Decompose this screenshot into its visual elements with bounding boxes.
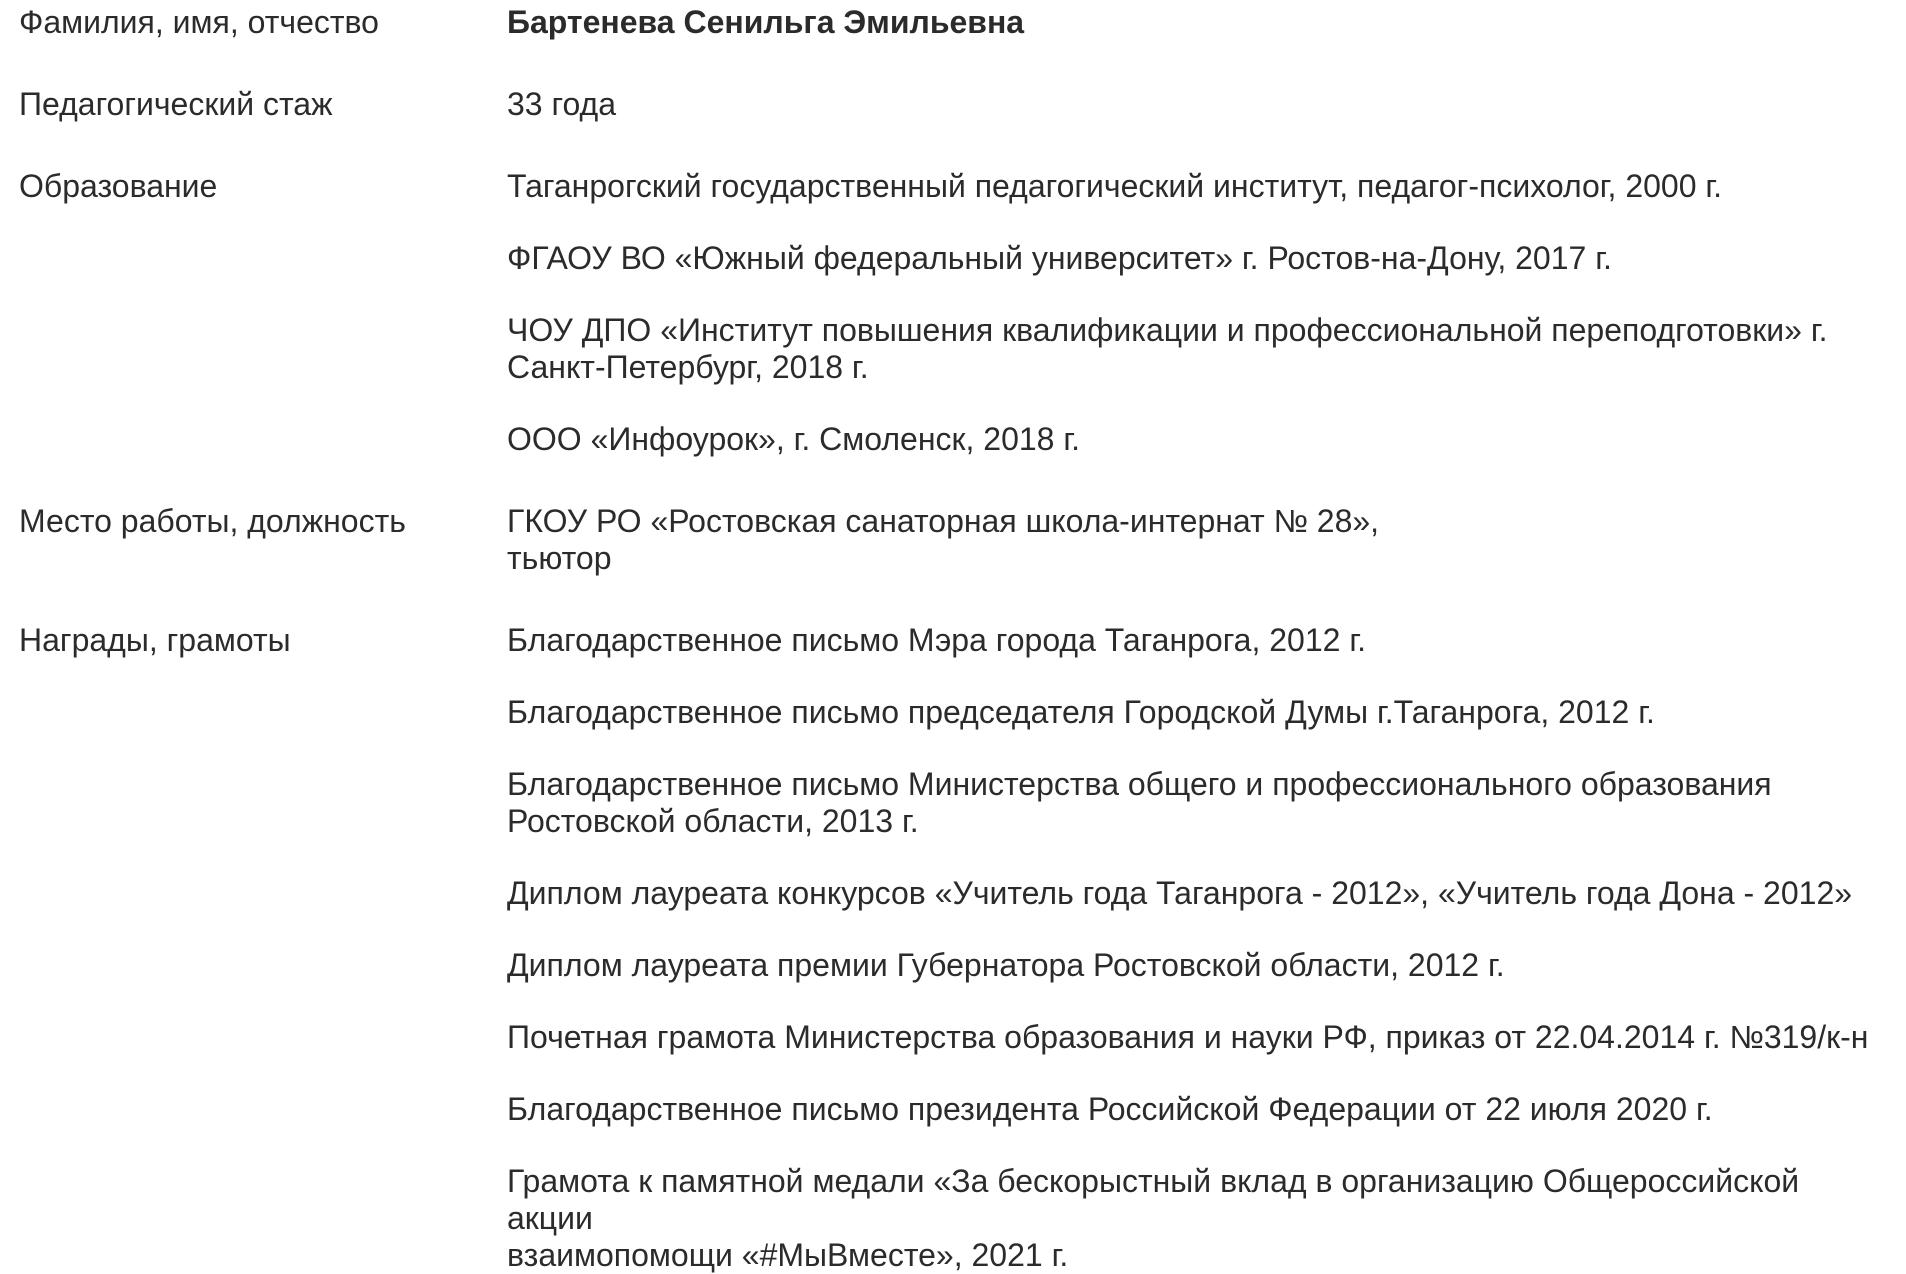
experience-label: Педагогический стаж — [19, 86, 333, 122]
education-item: ФГАОУ ВО «Южный федеральный университет» г. Ростов-на-Дону, 2017 г. — [507, 240, 1612, 276]
award-item: Диплом лауреата конкурсов «Учитель года Таганрога - 2012», «Учитель года Дона - 2012» — [507, 875, 1853, 911]
education-item: ЧОУ ДПО «Институт повышения квалификации и профессиональной переподготовки» г. Санкт-Петербург, 2018 г. — [507, 312, 1828, 385]
award-item: Почетная грамота Министерства образования и науки РФ, приказ от 22.04.2014 г. №319/к-н — [507, 1019, 1869, 1055]
fio-row — [19, 4, 1887, 41]
fio-label: Фамилия, имя, отчество — [19, 4, 379, 40]
workplace-label: Место работы, должность — [19, 503, 406, 539]
experience-row — [19, 86, 1887, 123]
fio-values — [507, 4, 1887, 41]
awards-row — [19, 622, 1887, 1274]
experience-value: 33 года — [507, 86, 617, 122]
award-item: Благодарственное письмо председателя Городской Думы г.Таганрога, 2012 г. — [507, 694, 1655, 730]
fio-value: Бартенева Сенильга Эмильевна — [507, 4, 1025, 40]
workplace-values — [507, 503, 1887, 577]
education-list — [507, 168, 1887, 458]
education-item: ООО «Инфоурок», г. Смоленск, 2018 г. — [507, 421, 1081, 457]
workplace-row — [19, 503, 1887, 577]
awards-list — [507, 622, 1887, 1274]
award-item: Диплом лауреата премии Губернатора Ростовской области, 2012 г. — [507, 947, 1505, 983]
award-item: Грамота к памятной медали «За бескорыстный вклад в организацию Общероссийской акции взаимопомощи «#МыВместе», 2021 г. — [507, 1163, 1800, 1273]
awards-label: Награды, грамоты — [19, 622, 291, 658]
education-row — [19, 168, 1887, 458]
education-label: Образование — [19, 168, 218, 204]
experience-values — [507, 86, 1887, 123]
award-item: Благодарственное письмо Мэра города Таганрога, 2012 г. — [507, 622, 1366, 658]
workplace-value: ГКОУ РО «Ростовская санаторная школа-интернат № 28», тьютор — [507, 503, 1380, 576]
award-item: Благодарственное письмо Министерства общего и профессионального образования Ростовской области, 2013 г. — [507, 766, 1772, 839]
education-item: Таганрогский государственный педагогический институт, педагог-психолог, 2000 г. — [507, 168, 1723, 204]
award-item: Благодарственное письмо президента Российской Федерации от 22 июля 2020 г. — [507, 1091, 1713, 1127]
